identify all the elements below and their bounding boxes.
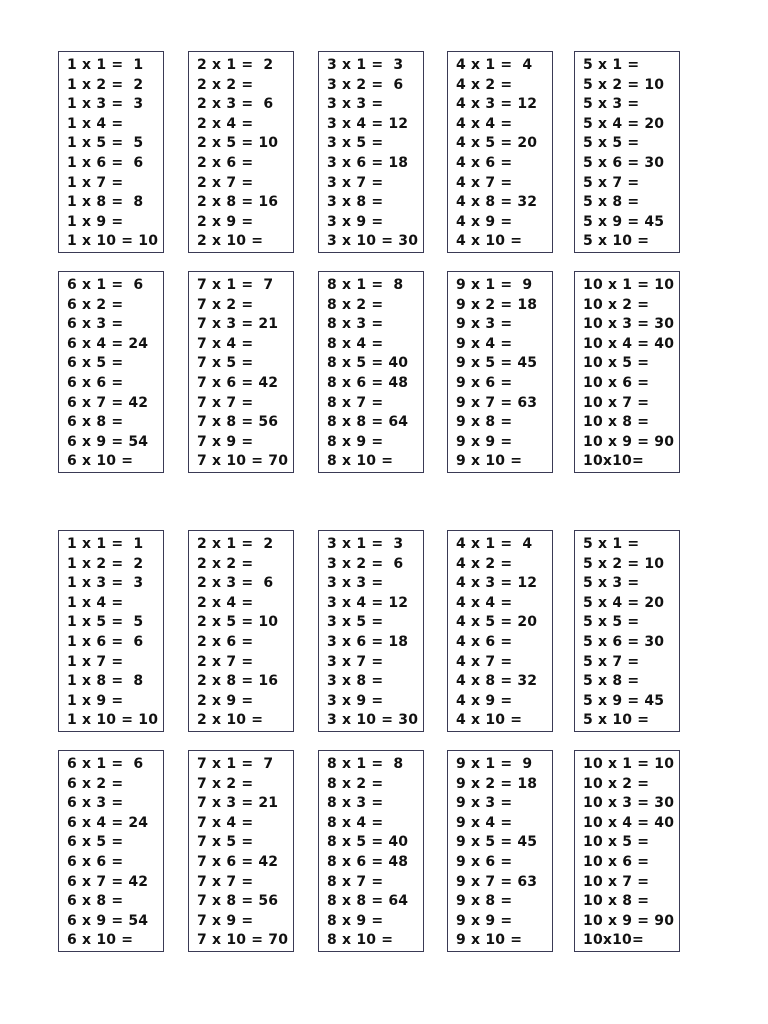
table-row: 2 x 8 = 16: [197, 194, 279, 211]
table-row: 4 x 5 = 20: [456, 135, 538, 152]
table-row: 2 x 8 = 16: [197, 673, 279, 690]
table-row: 4 x 9 =: [456, 213, 513, 230]
table-row: 8 x 7 =: [327, 394, 384, 411]
times-table-box: [58, 750, 164, 952]
table-row: 6 x 5 =: [67, 355, 124, 372]
table-row: 8 x 6 = 48: [327, 374, 409, 391]
table-row: 10 x 2 =: [583, 296, 650, 313]
times-table-box: [574, 530, 680, 732]
table-row: 2 x 5 = 10: [197, 614, 279, 631]
table-row: 1 x 2 = 2: [67, 555, 144, 572]
table-row: 8 x 2 =: [327, 775, 384, 792]
table-row: 5 x 4 = 20: [583, 594, 665, 611]
table-row: 1 x 3 = 3: [67, 575, 144, 592]
table-row: 1 x 6 = 6: [67, 154, 144, 171]
table-row: 4 x 1 = 4: [456, 536, 533, 552]
table-row: 8 x 1 = 8: [327, 756, 404, 772]
table-row: 8 x 4 =: [327, 335, 384, 352]
table-row: 8 x 8 = 64: [327, 893, 409, 910]
table-row: 5 x 10 =: [583, 712, 650, 729]
table-row: 5 x 9 = 45: [583, 692, 665, 709]
table-row: 5 x 5 =: [583, 614, 640, 631]
times-table-box: [58, 51, 164, 253]
table-row: 8 x 5 = 40: [327, 834, 409, 851]
table-row: 9 x 2 = 18: [456, 775, 538, 792]
table-row: 2 x 1 = 2: [197, 57, 274, 73]
table-row: 7 x 4 =: [197, 814, 254, 831]
table-row: 10 x 6 =: [583, 374, 650, 391]
table-row: 4 x 9 =: [456, 692, 513, 709]
table-row: 3 x 9 =: [327, 692, 384, 709]
table-row: 1 x 3 = 3: [67, 96, 144, 113]
table-row: 10 x 9 = 90: [583, 912, 675, 929]
times-table-box: [188, 271, 294, 473]
table-row: 7 x 8 = 56: [197, 893, 279, 910]
table-row: 10 x 3 = 30: [583, 316, 675, 333]
table-row: 9 x 5 = 45: [456, 355, 538, 372]
table-row: 7 x 4 =: [197, 335, 254, 352]
table-row: 4 x 3 = 12: [456, 96, 538, 113]
table-row: 1 x 4 =: [67, 594, 124, 611]
table-row: 2 x 1 = 2: [197, 536, 274, 552]
table-row: 7 x 2 =: [197, 296, 254, 313]
table-row: 7 x 3 = 21: [197, 316, 279, 333]
table-row: 10 x 2 =: [583, 775, 650, 792]
table-row: 9 x 2 = 18: [456, 296, 538, 313]
table-row: 7 x 2 =: [197, 775, 254, 792]
table-row: 7 x 10 = 70: [197, 932, 289, 949]
table-row: 2 x 7 =: [197, 653, 254, 670]
table-row: 5 x 5 =: [583, 135, 640, 152]
table-row: 10 x 5 =: [583, 834, 650, 851]
table-row: 4 x 10 =: [456, 712, 523, 729]
table-row: 6 x 1 = 6: [67, 277, 144, 293]
table-row: 9 x 6 =: [456, 853, 513, 870]
table-row: 3 x 8 =: [327, 673, 384, 690]
table-row: 9 x 7 = 63: [456, 873, 538, 890]
table-row: 2 x 2 =: [197, 76, 254, 93]
table-row: 1 x 7 =: [67, 653, 124, 670]
table-row: 9 x 4 =: [456, 814, 513, 831]
times-table-box: [574, 750, 680, 952]
table-row: 2 x 10 =: [197, 233, 264, 250]
table-row: 4 x 6 =: [456, 633, 513, 650]
table-row: 5 x 7 =: [583, 653, 640, 670]
table-row: 3 x 7 =: [327, 653, 384, 670]
table-row: 6 x 1 = 6: [67, 756, 144, 772]
table-row: 2 x 9 =: [197, 692, 254, 709]
table-row: 10 x 3 = 30: [583, 795, 675, 812]
table-row: 9 x 7 = 63: [456, 394, 538, 411]
table-row: 1 x 6 = 6: [67, 633, 144, 650]
table-row: 5 x 8 =: [583, 673, 640, 690]
table-row: 3 x 2 = 6: [327, 555, 404, 572]
times-table-box: [58, 530, 164, 732]
table-row: 6 x 10 =: [67, 453, 134, 470]
table-row: 9 x 1 = 9: [456, 756, 533, 772]
table-row: 5 x 8 =: [583, 194, 640, 211]
table-row: 7 x 7 =: [197, 873, 254, 890]
times-table-box: [318, 530, 424, 732]
table-row: 7 x 10 = 70: [197, 453, 289, 470]
table-row: 3 x 10 = 30: [327, 712, 419, 729]
table-row: 6 x 8 =: [67, 893, 124, 910]
table-row: 8 x 8 = 64: [327, 414, 409, 431]
table-row: 5 x 6 = 30: [583, 154, 665, 171]
table-row: 4 x 4 =: [456, 594, 513, 611]
table-row: 7 x 1 = 7: [197, 277, 274, 293]
table-row: 3 x 6 = 18: [327, 154, 409, 171]
table-row: 9 x 6 =: [456, 374, 513, 391]
table-row: 5 x 6 = 30: [583, 633, 665, 650]
table-row: 3 x 10 = 30: [327, 233, 419, 250]
table-row: 3 x 4 = 12: [327, 115, 409, 132]
table-row: 4 x 2 =: [456, 555, 513, 572]
table-row: 6 x 7 = 42: [67, 394, 149, 411]
table-row: 2 x 5 = 10: [197, 135, 279, 152]
table-row: 8 x 4 =: [327, 814, 384, 831]
times-table-box: [58, 271, 164, 473]
table-row: 3 x 1 = 3: [327, 57, 404, 73]
table-row: 10 x 8 =: [583, 414, 650, 431]
table-row: 4 x 7 =: [456, 174, 513, 191]
table-row: 8 x 10 =: [327, 932, 394, 949]
times-table-box: [574, 271, 680, 473]
table-row: 6 x 9 = 54: [67, 912, 149, 929]
table-row: 4 x 10 =: [456, 233, 523, 250]
table-row: 1 x 4 =: [67, 115, 124, 132]
table-row: 4 x 6 =: [456, 154, 513, 171]
table-row: 10x10=: [583, 453, 644, 470]
table-row: 3 x 1 = 3: [327, 536, 404, 552]
table-row: 10 x 9 = 90: [583, 433, 675, 450]
table-row: 9 x 1 = 9: [456, 277, 533, 293]
table-row: 9 x 3 =: [456, 795, 513, 812]
table-row: 7 x 9 =: [197, 433, 254, 450]
table-row: 1 x 7 =: [67, 174, 124, 191]
times-table-box: [318, 271, 424, 473]
table-row: 9 x 4 =: [456, 335, 513, 352]
table-row: 5 x 1 =: [583, 536, 640, 552]
table-row: 7 x 9 =: [197, 912, 254, 929]
table-row: 9 x 3 =: [456, 316, 513, 333]
table-row: 8 x 10 =: [327, 453, 394, 470]
times-table-box: [447, 271, 553, 473]
table-row: 10 x 1 = 10: [583, 756, 675, 772]
table-row: 7 x 5 =: [197, 834, 254, 851]
table-row: 9 x 9 =: [456, 912, 513, 929]
table-row: 3 x 8 =: [327, 194, 384, 211]
table-row: 4 x 8 = 32: [456, 194, 538, 211]
table-row: 2 x 4 =: [197, 115, 254, 132]
table-row: 6 x 5 =: [67, 834, 124, 851]
table-row: 4 x 1 = 4: [456, 57, 533, 73]
table-row: 10 x 4 = 40: [583, 335, 675, 352]
table-row: 10 x 4 = 40: [583, 814, 675, 831]
table-row: 10 x 5 =: [583, 355, 650, 372]
table-row: 6 x 3 =: [67, 316, 124, 333]
table-row: 4 x 2 =: [456, 76, 513, 93]
table-row: 6 x 4 = 24: [67, 814, 149, 831]
times-table-box: [188, 750, 294, 952]
table-row: 2 x 3 = 6: [197, 96, 274, 113]
table-row: 9 x 10 =: [456, 453, 523, 470]
table-row: 10 x 6 =: [583, 853, 650, 870]
table-row: 7 x 5 =: [197, 355, 254, 372]
table-row: 9 x 8 =: [456, 414, 513, 431]
table-row: 1 x 9 =: [67, 692, 124, 709]
table-row: 6 x 7 = 42: [67, 873, 149, 890]
table-row: 4 x 5 = 20: [456, 614, 538, 631]
table-row: 1 x 5 = 5: [67, 135, 144, 152]
table-row: 3 x 3 =: [327, 575, 384, 592]
table-row: 10 x 7 =: [583, 394, 650, 411]
table-row: 1 x 1 = 1: [67, 536, 144, 552]
table-row: 9 x 8 =: [456, 893, 513, 910]
table-row: 1 x 8 = 8: [67, 194, 144, 211]
table-row: 4 x 3 = 12: [456, 575, 538, 592]
table-row: 9 x 10 =: [456, 932, 523, 949]
table-row: 6 x 9 = 54: [67, 433, 149, 450]
table-row: 10 x 1 = 10: [583, 277, 675, 293]
times-table-box: [188, 51, 294, 253]
table-row: 2 x 6 =: [197, 154, 254, 171]
table-row: 1 x 1 = 1: [67, 57, 144, 73]
table-row: 7 x 3 = 21: [197, 795, 279, 812]
table-row: 5 x 3 =: [583, 96, 640, 113]
table-row: 3 x 4 = 12: [327, 594, 409, 611]
table-row: 8 x 9 =: [327, 912, 384, 929]
table-row: 9 x 5 = 45: [456, 834, 538, 851]
table-row: 4 x 4 =: [456, 115, 513, 132]
table-row: 6 x 4 = 24: [67, 335, 149, 352]
table-row: 6 x 2 =: [67, 296, 124, 313]
table-row: 2 x 4 =: [197, 594, 254, 611]
table-row: 10 x 7 =: [583, 873, 650, 890]
table-row: 8 x 3 =: [327, 316, 384, 333]
table-row: 1 x 2 = 2: [67, 76, 144, 93]
times-table-box: [447, 51, 553, 253]
table-row: 3 x 5 =: [327, 614, 384, 631]
table-row: 1 x 9 =: [67, 213, 124, 230]
table-row: 5 x 3 =: [583, 575, 640, 592]
times-table-box: [447, 750, 553, 952]
table-row: 6 x 6 =: [67, 853, 124, 870]
table-row: 8 x 3 =: [327, 795, 384, 812]
table-row: 5 x 1 =: [583, 57, 640, 73]
table-row: 10 x 8 =: [583, 893, 650, 910]
table-row: 4 x 7 =: [456, 653, 513, 670]
table-row: 2 x 9 =: [197, 213, 254, 230]
table-row: 8 x 9 =: [327, 433, 384, 450]
table-row: 2 x 6 =: [197, 633, 254, 650]
table-row: 1 x 10 = 10: [67, 712, 159, 729]
times-table-box: [574, 51, 680, 253]
table-row: 3 x 3 =: [327, 96, 384, 113]
table-row: 2 x 10 =: [197, 712, 264, 729]
table-row: 7 x 6 = 42: [197, 374, 279, 391]
table-row: 4 x 8 = 32: [456, 673, 538, 690]
table-row: 1 x 10 = 10: [67, 233, 159, 250]
table-row: 6 x 10 =: [67, 932, 134, 949]
table-row: 3 x 2 = 6: [327, 76, 404, 93]
times-table-box: [318, 750, 424, 952]
table-row: 7 x 7 =: [197, 394, 254, 411]
table-row: 5 x 10 =: [583, 233, 650, 250]
table-row: 2 x 7 =: [197, 174, 254, 191]
table-row: 3 x 9 =: [327, 213, 384, 230]
table-row: 8 x 1 = 8: [327, 277, 404, 293]
table-row: 3 x 6 = 18: [327, 633, 409, 650]
times-table-box: [318, 51, 424, 253]
table-row: 8 x 6 = 48: [327, 853, 409, 870]
table-row: 10x10=: [583, 932, 644, 949]
table-row: 8 x 2 =: [327, 296, 384, 313]
table-row: 5 x 2 = 10: [583, 555, 665, 572]
table-row: 8 x 5 = 40: [327, 355, 409, 372]
table-row: 5 x 2 = 10: [583, 76, 665, 93]
table-row: 2 x 3 = 6: [197, 575, 274, 592]
table-row: 1 x 8 = 8: [67, 673, 144, 690]
table-row: 1 x 5 = 5: [67, 614, 144, 631]
table-row: 5 x 4 = 20: [583, 115, 665, 132]
times-table-box: [447, 530, 553, 732]
table-row: 7 x 6 = 42: [197, 853, 279, 870]
table-row: 3 x 5 =: [327, 135, 384, 152]
table-row: 6 x 6 =: [67, 374, 124, 391]
table-row: 8 x 7 =: [327, 873, 384, 890]
times-table-box: [188, 530, 294, 732]
table-row: 6 x 2 =: [67, 775, 124, 792]
table-row: 7 x 8 = 56: [197, 414, 279, 431]
table-row: 6 x 8 =: [67, 414, 124, 431]
table-row: 6 x 3 =: [67, 795, 124, 812]
table-row: 9 x 9 =: [456, 433, 513, 450]
table-row: 2 x 2 =: [197, 555, 254, 572]
table-row: 3 x 7 =: [327, 174, 384, 191]
table-row: 5 x 7 =: [583, 174, 640, 191]
table-row: 7 x 1 = 7: [197, 756, 274, 772]
table-row: 5 x 9 = 45: [583, 213, 665, 230]
